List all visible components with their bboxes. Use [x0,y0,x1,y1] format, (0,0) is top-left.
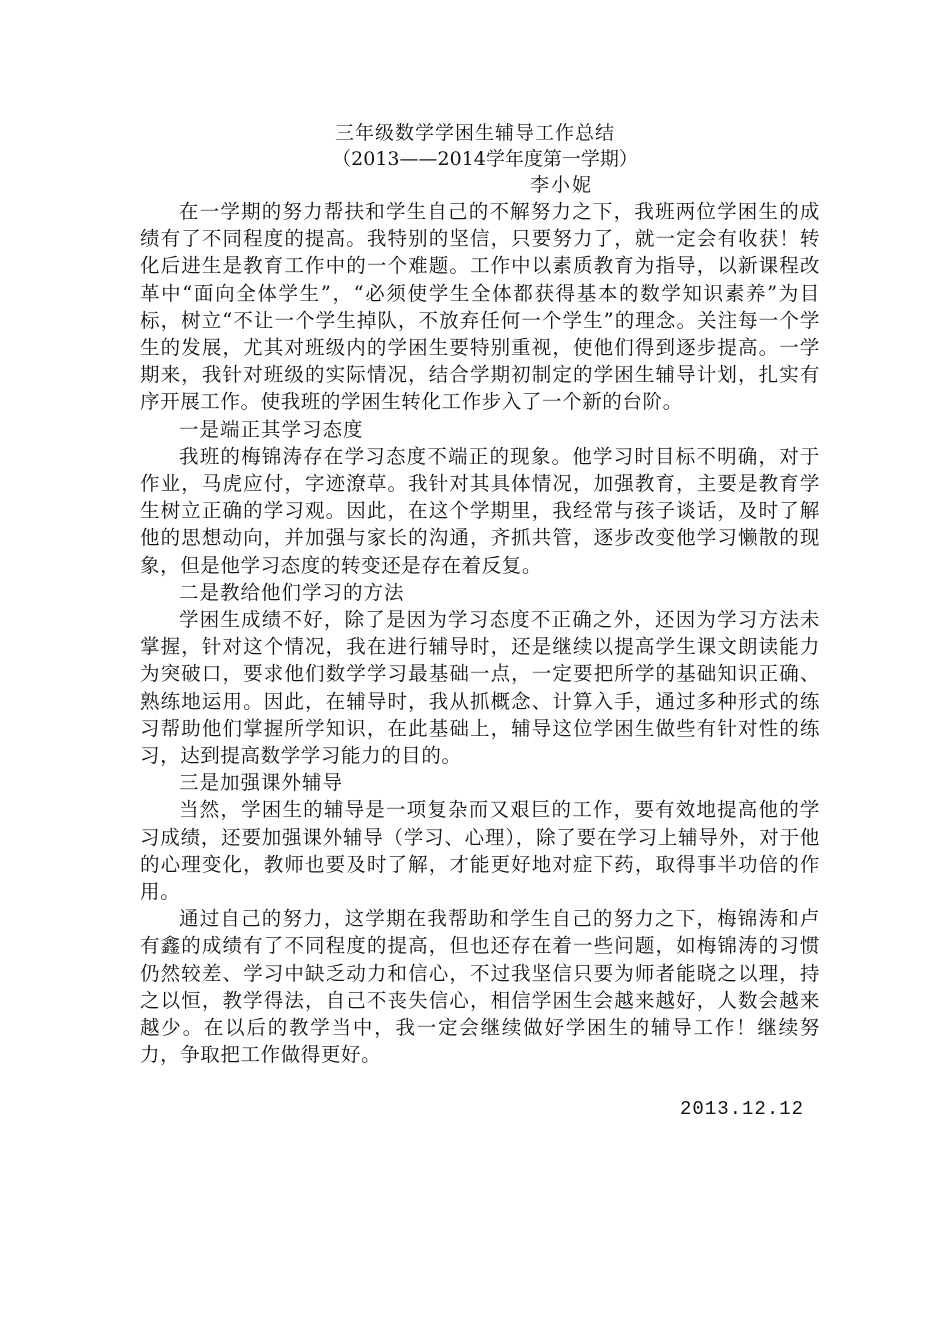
document-date: 2013.12.12 [680,1098,805,1120]
section-heading-2: 二是教给他们学习的方法 [179,580,405,604]
section-heading-1: 一是端正其学习态度 [179,417,364,441]
document-author: 李小妮 [530,174,594,196]
paragraph-intro: 在一学期的努力帮扶和学生自己的不解努力之下，我班两位学困生的成绩有了不同程度的提高。我特别的坚信，只要努力了，就一定会有收获！转化后进生是教育工作中的一个难题。工作中以素质教育为指导，以新课程改革中“面向全体学生”，“必须使学生全体都获得基本的数学知识素养”为目标，树立“不让一个学生掉队，不放弃任何一个学生”的理念。关注每一个学生的发展，尤其对班级内的学困生要特别重视，使他们得到逐步提高。一学期来，我针对班级的实际情况，结合学期初制定的学困生辅导计划，扎实有序开展工作。使我班的学困生转化工作步入了一个新的台阶。 [140,200,820,414]
section-heading-3: 三是加强课外辅导 [179,771,344,795]
document-title: 三年级数学学困生辅导工作总结 [334,122,615,144]
document-header [0,120,950,172]
document-period: （2013——2014学年度第一学期） [332,148,638,170]
document-body [140,198,820,1069]
paragraph-section-3: 当然，学困生的辅导是一项复杂而又艰巨的工作，要有效地提高他的学习成绩，还要加强课外辅导（学习、心理），除了要在学习上辅导外，对于他的心理变化，教师也要及时了解，才能更好地对症下药，取得事半功倍的作用。 [140,798,820,904]
paragraph-section-2: 学困生成绩不好，除了是因为学习态度不正确之外，还因为学习方法未掌握，针对这个情况，我在进行辅导时，还是继续以提高学生课文朗读能力为突破口，要求他们数学学习最基础一点，一定要把所学的基础知识正确、熟练地运用。因此，在辅导时，我从抓概念、计算入手，通过多种形式的练习帮助他们掌握所学知识，在此基础上，辅导这位学困生做些有针对性的练习，达到提高数学学习能力的目的。 [140,608,820,768]
paragraph-conclusion: 通过自己的努力，这学期在我帮助和学生自己的努力之下，梅锦涛和卢有鑫的成绩有了不同程度的提高，但也还存在着一些问题，如梅锦涛的习惯仍然较差、学习中缺乏动力和信心，不过我坚信只要为师者能晓之以理，持之以恒，教学得法，自己不丧失信心，相信学困生会越来越好，人数会越来越少。在以后的教学当中，我一定会继续做好学困生的辅导工作！继续努力，争取把工作做得更好。 [140,907,820,1067]
paragraph-section-1: 我班的梅锦涛存在学习态度不端正的现象。他学习时目标不明确，对于作业，马虎应付，字迹潦草。我针对其具体情况，加强教育，主要是教育学生树立正确的学习观。因此，在这个学期里，我经常与孩子谈话，及时了解他的思想动向，并加强与家长的沟通，齐抓共管，逐步改变他学习懒散的现象，但是他学习态度的转变还是存在着反复。 [140,444,820,577]
